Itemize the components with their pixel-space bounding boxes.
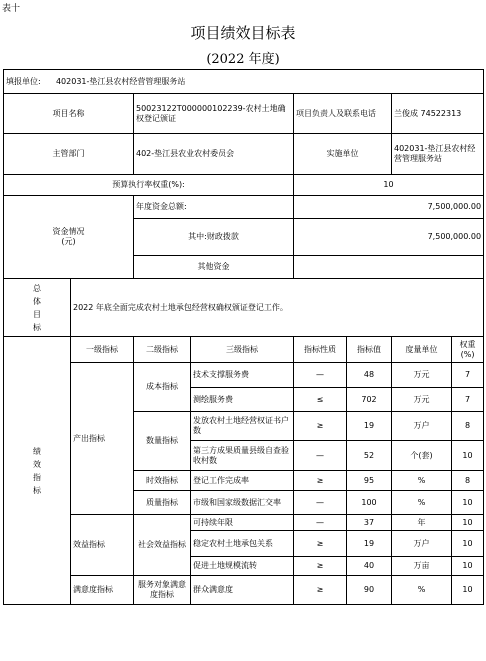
col-nature: 指标性质	[294, 337, 347, 363]
funds-label-line2: (元)	[61, 237, 76, 246]
perf-indicators-label: 绩效指标	[4, 337, 71, 605]
table-number: 表十	[2, 4, 21, 14]
value-cell: 19	[347, 412, 392, 441]
weight-cell: 7	[452, 388, 484, 412]
level1-satisfaction: 满意度指标	[71, 576, 134, 605]
level3-cell: 第三方成果质量县级自查验收村数	[191, 441, 294, 471]
funds-other-label: 其他资金	[134, 256, 294, 279]
value-cell: 19	[347, 531, 392, 557]
nature-cell: —	[294, 491, 347, 515]
weight-cell: 7	[452, 363, 484, 388]
project-owner-value: 兰俊成 74522313	[392, 94, 484, 134]
level3-cell: 发放农村土地经营权证书户数	[191, 412, 294, 441]
nature-cell: —	[294, 515, 347, 531]
weight-cell: 10	[452, 515, 484, 531]
year-subtitle: (2022 年度)	[206, 52, 280, 67]
level3-cell: 促进土地规模流转	[191, 557, 294, 576]
page-title: 项目绩效目标表	[190, 24, 296, 42]
level3-cell: 群众满意度	[191, 576, 294, 605]
value-cell: 95	[347, 471, 392, 491]
weight-cell: 8	[452, 471, 484, 491]
nature-cell: ≥	[294, 471, 347, 491]
level3-cell: 市级和国家级数据汇交率	[191, 491, 294, 515]
col-level3: 三级指标	[191, 337, 294, 363]
performance-table	[3, 69, 484, 605]
unit-cell: 个(套)	[392, 441, 452, 471]
budget-weight-value: 10	[294, 175, 484, 196]
unit-cell: %	[392, 491, 452, 515]
level1-benefit: 效益指标	[71, 515, 134, 576]
funds-total-value: 7,500,000.00	[294, 196, 484, 219]
table-row	[4, 576, 484, 605]
weight-cell: 10	[452, 576, 484, 605]
value-cell: 100	[347, 491, 392, 515]
nature-cell: ≤	[294, 388, 347, 412]
funds-total-label: 年度资金总额:	[134, 196, 294, 219]
unit-cell: %	[392, 576, 452, 605]
unit-cell: 年	[392, 515, 452, 531]
weight-cell: 10	[452, 531, 484, 557]
project-name-value: 50023122T000000102239-农村土地确权登记颁证	[134, 94, 294, 134]
level3-cell: 技术支撑服务费	[191, 363, 294, 388]
value-cell: 90	[347, 576, 392, 605]
level3-cell: 测绘服务费	[191, 388, 294, 412]
level2-quantity: 数量指标	[134, 412, 191, 471]
funds-label-line1: 资金情况	[52, 227, 85, 236]
budget-weight-label: 预算执行率权重(%):	[4, 175, 294, 196]
value-cell: 40	[347, 557, 392, 576]
impl-unit-label: 实施单位	[294, 134, 392, 175]
level1-output: 产出指标	[71, 363, 134, 515]
level2-service: 服务对象满意度指标	[134, 576, 191, 605]
impl-unit-value: 402031-垫江县农村经营管理服务站	[392, 134, 484, 175]
unit-cell: 万户	[392, 412, 452, 441]
level2-quality: 质量指标	[134, 491, 191, 515]
funds-fiscal-value: 7,500,000.00	[294, 219, 484, 256]
col-weight: 权重(%)	[452, 337, 484, 363]
unit-cell: %	[392, 471, 452, 491]
weight-cell: 10	[452, 557, 484, 576]
unit-cell: 万亩	[392, 557, 452, 576]
nature-cell: ≥	[294, 531, 347, 557]
overall-goal-text: 2022 年底全面完成农村土地承包经营权确权颁证登记工作。	[71, 279, 484, 337]
funds-fiscal-label: 其中:财政拨款	[134, 219, 294, 256]
project-owner-label: 项目负责人及联系电话	[294, 94, 392, 134]
filing-unit-cell	[4, 70, 484, 94]
filing-unit-value: 402031-垫江县农村经营管理服务站	[55, 76, 186, 86]
unit-cell: 万户	[392, 531, 452, 557]
weight-cell: 8	[452, 412, 484, 441]
level3-cell: 可持续年限	[191, 515, 294, 531]
nature-cell: ≥	[294, 576, 347, 605]
dept-value: 402-垫江县农业农村委员会	[134, 134, 294, 175]
col-level2: 二级指标	[134, 337, 191, 363]
table-row	[4, 363, 484, 388]
weight-cell: 10	[452, 491, 484, 515]
unit-cell: 万元	[392, 363, 452, 388]
col-unit: 度量单位	[392, 337, 452, 363]
nature-cell: —	[294, 441, 347, 471]
overall-goal-label: 总体目标	[4, 279, 71, 337]
funds-label	[4, 196, 134, 279]
table-row	[4, 515, 484, 531]
project-name-label: 项目名称	[4, 94, 134, 134]
level3-cell: 稳定农村土地承包关系	[191, 531, 294, 557]
filing-unit-label: 填报单位:	[6, 76, 41, 86]
level2-cost: 成本指标	[134, 363, 191, 412]
value-cell: 702	[347, 388, 392, 412]
col-level1: 一级指标	[71, 337, 134, 363]
col-value: 指标值	[347, 337, 392, 363]
dept-label: 主管部门	[4, 134, 134, 175]
weight-cell: 10	[452, 441, 484, 471]
level2-social: 社会效益指标	[134, 515, 191, 576]
nature-cell: —	[294, 363, 347, 388]
value-cell: 52	[347, 441, 392, 471]
nature-cell: ≥	[294, 412, 347, 441]
nature-cell: ≥	[294, 557, 347, 576]
level3-cell: 登记工作完成率	[191, 471, 294, 491]
unit-cell: 万元	[392, 388, 452, 412]
level2-time: 时效指标	[134, 471, 191, 491]
funds-other-value	[294, 256, 484, 279]
value-cell: 48	[347, 363, 392, 388]
value-cell: 37	[347, 515, 392, 531]
